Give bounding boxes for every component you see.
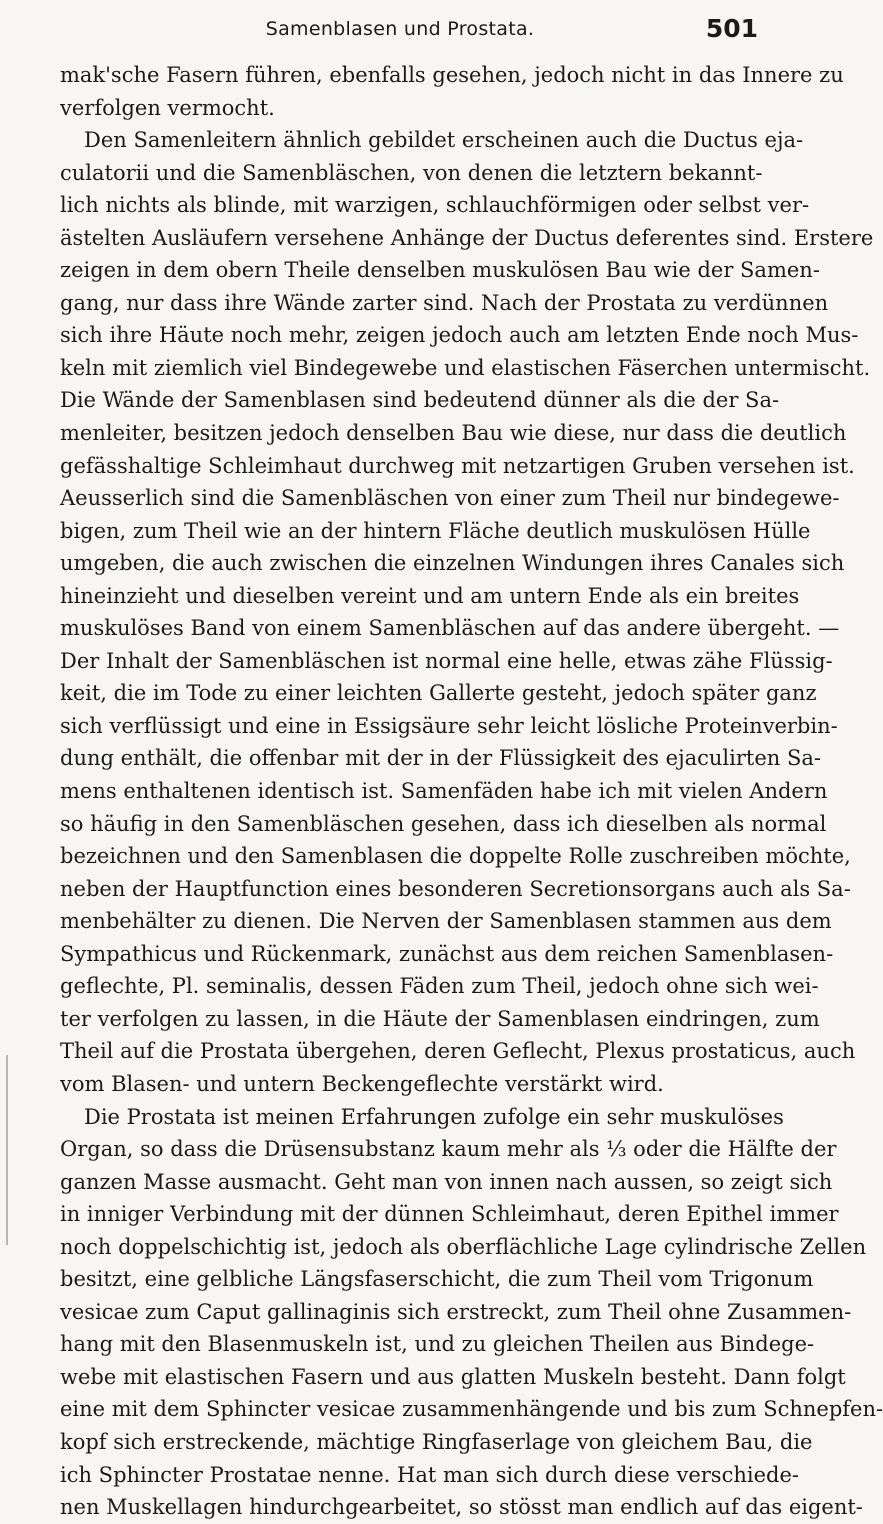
text-line: hineinzieht und dieselben vereint und am untern Ende als ein breites <box>60 583 800 608</box>
text-line: besitzt, eine gelbliche Längsfaserschicht, die zum Theil vom Trigonum <box>60 1267 814 1292</box>
text-line: so häufig in den Samenbläschen gesehen, dass ich dieselben als normal <box>60 811 827 836</box>
text-line: bezeichnen und den Samenblasen die doppelte Rolle zuschreiben möchte, <box>60 844 851 869</box>
text-line: umgeben, die auch zwischen die einzelnen Windungen ihres Canales sich <box>60 551 845 576</box>
text-line: Den Samenleitern ähnlich gebildet erscheinen auch die Ductus eja- <box>84 128 804 153</box>
page-number: 501 <box>705 14 758 43</box>
running-head: Samenblasen und Prostata. <box>265 18 535 40</box>
margin-mark <box>6 1055 8 1245</box>
text-line: Organ, so dass die Drüsensubstanz kaum mehr als ⅓ oder die Hälfte der <box>60 1137 837 1162</box>
text-line: ich Sphincter Prostatae nenne. Hat man sich durch diese verschiede- <box>60 1462 799 1487</box>
text-line: Die Prostata ist meinen Erfahrungen zufolge ein sehr muskulöses <box>84 1104 784 1129</box>
text-line: eine mit dem Sphincter vesicae zusammenhängende und bis zum Schnepfen- <box>60 1397 883 1422</box>
text-line: ästelten Ausläufern versehene Anhänge der Ductus deferentes sind. Erstere <box>60 225 874 250</box>
text-line: keln mit ziemlich viel Bindegewebe und elastischen Fäserchen untermischt. <box>60 355 871 380</box>
text-line: ganzen Masse ausmacht. Geht man von innen nach aussen, so zeigt sich <box>60 1169 833 1194</box>
text-line: keit, die im Tode zu einer leichten Gallerte gesteht, jedoch später ganz <box>60 681 817 706</box>
text-line: culatorii und die Samenbläschen, von denen die letztern bekannt- <box>60 160 763 185</box>
text-line: geflechte, Pl. seminalis, dessen Fäden zum Theil, jedoch ohne sich wei- <box>60 974 819 999</box>
text-line: gefässhaltige Schleimhaut durchweg mit netzartigen Gruben versehen ist. <box>60 453 855 478</box>
text-line: nen Muskellagen hindurchgearbeitet, so stösst man endlich auf das eigent- <box>60 1495 863 1520</box>
page-header <box>40 14 760 54</box>
text-line: verfolgen vermocht. <box>60 95 275 120</box>
text-line: vom Blasen- und untern Beckengeflechte verstärkt wird. <box>60 1071 664 1096</box>
text-line: menbehälter zu dienen. Die Nerven der Samenblasen stammen aus dem <box>60 909 832 934</box>
text-line: gang, nur dass ihre Wände zarter sind. Nach der Prostata zu verdünnen <box>60 290 829 315</box>
text-line: dung enthält, die offenbar mit der in der Flüssigkeit des ejaculirten Sa- <box>60 746 821 771</box>
text-line: ter verfolgen zu lassen, in die Häute der Samenblasen eindringen, zum <box>60 1006 820 1031</box>
text-line: Sympathicus und Rückenmark, zunächst aus dem reichen Samenblasen- <box>60 941 834 966</box>
text-line: Der Inhalt der Samenbläschen ist normal eine helle, etwas zähe Flüssig- <box>60 648 833 673</box>
text-line: menleiter, besitzen jedoch denselben Bau wie diese, nur dass die deutlich <box>60 421 847 446</box>
text-line: sich verflüssigt und eine in Essigsäure sehr leicht lösliche Proteinverbin- <box>60 713 838 738</box>
text-line: muskulöses Band von einem Samenbläschen auf das andere übergeht. — <box>60 616 840 641</box>
text-line: in inniger Verbindung mit der dünnen Schleimhaut, deren Epithel immer <box>60 1202 839 1227</box>
body-text <box>60 59 883 1524</box>
text-line: zeigen in dem obern Theile denselben muskulösen Bau wie der Samen- <box>60 258 820 283</box>
text-line: bigen, zum Theil wie an der hintern Fläche deutlich muskulösen Hülle <box>60 518 811 543</box>
text-line: Die Wände der Samenblasen sind bedeutend dünner als die der Sa- <box>60 388 780 413</box>
text-line: vesicae zum Caput gallinaginis sich erstreckt, zum Theil ohne Zusammen- <box>60 1299 852 1324</box>
text-line: hang mit den Blasenmuskeln ist, und zu gleichen Theilen aus Bindege- <box>60 1332 815 1357</box>
text-line: Theil auf die Prostata übergehen, deren Geflecht, Plexus prostaticus, auch <box>60 1039 856 1064</box>
text-line: webe mit elastischen Fasern und aus glatten Muskeln besteht. Dann folgt <box>60 1364 846 1389</box>
text-line: mak'sche Fasern führen, ebenfalls gesehen, jedoch nicht in das Innere zu <box>60 63 844 87</box>
text-line: kopf sich erstreckende, mächtige Ringfaserlage von gleichem Bau, die <box>60 1429 813 1454</box>
text-line: sich ihre Häute noch mehr, zeigen jedoch auch am letzten Ende noch Mus- <box>60 323 859 348</box>
text-line: lich nichts als blinde, mit warzigen, schlauchförmigen oder selbst ver- <box>60 193 810 218</box>
text-line: neben der Hauptfunction eines besonderen Secretionsorgans auch als Sa- <box>60 876 851 901</box>
text-line: Aeusserlich sind die Samenbläschen von einer zum Theil nur bindegewe- <box>60 486 840 511</box>
text-line: noch doppelschichtig ist, jedoch als oberflächliche Lage cylindrische Zellen <box>60 1234 867 1259</box>
text-line: mens enthaltenen identisch ist. Samenfäden habe ich mit vielen Andern <box>60 779 828 804</box>
